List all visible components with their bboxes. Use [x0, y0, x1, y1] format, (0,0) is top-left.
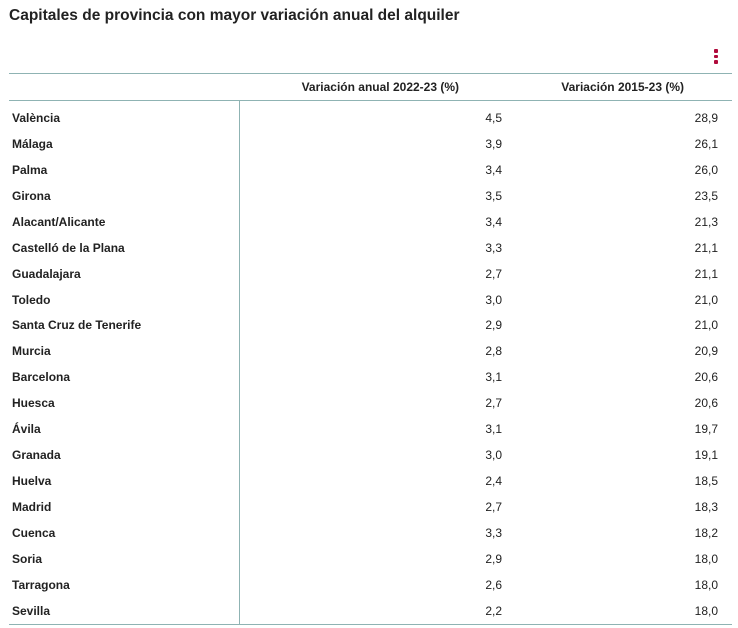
cell-variation-since-2015: 26,0 — [694, 162, 718, 177]
cell-annual-variation: 2,9 — [485, 551, 502, 566]
cell-variation-since-2015: 28,9 — [694, 110, 718, 125]
cell-city: Granada — [9, 442, 239, 468]
table-row — [9, 572, 732, 598]
cell-city: Huelva — [9, 468, 239, 494]
table-row — [9, 338, 732, 364]
cell-city: Murcia — [9, 338, 239, 364]
menu-dot — [714, 60, 718, 64]
cell-variation-since-2015: 18,0 — [505, 598, 732, 624]
cell-city: Sevilla — [9, 598, 239, 624]
cell-variation-since-2015: 19,1 — [694, 448, 718, 463]
cell-city: Castelló de la Plana — [9, 235, 239, 261]
cell-city: Girona — [9, 183, 239, 209]
cell-variation-since-2015: 23,5 — [694, 188, 718, 203]
cell-variation-since-2015: 21,1 — [694, 266, 718, 281]
cell-city: Soria — [9, 546, 239, 572]
cell-variation-since-2015: 18,2 — [694, 525, 718, 540]
data-table — [9, 73, 732, 625]
table-row — [9, 520, 732, 546]
cell-annual-variation: 4,5 — [485, 110, 502, 125]
kebab-menu-icon[interactable] — [711, 48, 721, 66]
cell-variation-since-2015: 20,6 — [694, 370, 718, 385]
cell-annual-variation: 3,0 — [485, 292, 502, 307]
cell-variation-since-2015: 18,3 — [694, 500, 718, 515]
column-header-annual: Variación anual 2022-23 (%) — [239, 74, 505, 101]
cell-city: Alacant/Alicante — [9, 209, 239, 235]
table-row — [9, 261, 732, 287]
table-row — [9, 364, 732, 390]
table-body — [9, 101, 732, 625]
cell-annual-variation: 3,4 — [485, 214, 502, 229]
cell-variation-since-2015: 19,7 — [694, 422, 718, 437]
cell-city: Cuenca — [9, 520, 239, 546]
cell-city: Guadalajara — [9, 261, 239, 287]
cell-city: Málaga — [9, 131, 239, 157]
cell-variation-since-2015: 20,6 — [694, 396, 718, 411]
cell-annual-variation: 2,7 — [485, 396, 502, 411]
cell-variation-since-2015: 26,1 — [694, 136, 718, 151]
cell-annual-variation: 2,8 — [485, 344, 502, 359]
cell-variation-since-2015: 21,0 — [694, 292, 718, 307]
cell-variation-since-2015: 18,0 — [694, 551, 718, 566]
cell-annual-variation: 2,2 — [239, 598, 505, 624]
table-row — [9, 494, 732, 520]
cell-annual-variation: 3,5 — [485, 188, 502, 203]
cell-city: Barcelona — [9, 364, 239, 390]
table-row — [9, 416, 732, 442]
table-row — [9, 183, 732, 209]
cell-annual-variation: 2,7 — [485, 266, 502, 281]
chart-title: Capitales de provincia con mayor variación anual del alquiler — [9, 7, 460, 24]
table-row — [9, 209, 732, 235]
table-row — [9, 287, 732, 313]
table-row — [9, 598, 732, 624]
column-header-city — [9, 74, 239, 101]
cell-variation-since-2015: 18,0 — [694, 577, 718, 592]
cell-city: València — [9, 101, 239, 131]
cell-variation-since-2015: 20,9 — [694, 344, 718, 359]
cell-annual-variation: 2,9 — [485, 318, 502, 333]
cell-city: Madrid — [9, 494, 239, 520]
cell-annual-variation: 2,4 — [485, 474, 502, 489]
cell-annual-variation: 2,6 — [485, 577, 502, 592]
cell-city: Toledo — [9, 287, 239, 313]
cell-variation-since-2015: 21,0 — [694, 318, 718, 333]
table-header-row — [9, 74, 732, 101]
cell-annual-variation: 3,3 — [485, 525, 502, 540]
table-row — [9, 131, 732, 157]
table-row — [9, 468, 732, 494]
cell-city: Tarragona — [9, 572, 239, 598]
cell-annual-variation: 3,1 — [485, 422, 502, 437]
cell-variation-since-2015: 21,3 — [694, 214, 718, 229]
menu-dot — [714, 49, 718, 53]
menu-dot — [714, 55, 718, 59]
cell-annual-variation: 3,9 — [485, 136, 502, 151]
cell-annual-variation: 2,7 — [485, 500, 502, 515]
table-row — [9, 546, 732, 572]
table-row — [9, 390, 732, 416]
column-header-since-2015: Variación 2015-23 (%) — [505, 74, 732, 101]
cell-city: Santa Cruz de Tenerife — [9, 313, 239, 339]
table-row — [9, 313, 732, 339]
cell-variation-since-2015: 18,5 — [694, 474, 718, 489]
cell-annual-variation: 3,4 — [485, 162, 502, 177]
cell-variation-since-2015: 21,1 — [694, 240, 718, 255]
cell-annual-variation: 3,3 — [485, 240, 502, 255]
cell-city: Palma — [9, 157, 239, 183]
table-row — [9, 442, 732, 468]
cell-city: Ávila — [9, 416, 239, 442]
cell-annual-variation: 3,0 — [485, 448, 502, 463]
table-row — [9, 101, 732, 131]
table-row — [9, 235, 732, 261]
cell-city: Huesca — [9, 390, 239, 416]
table-row — [9, 157, 732, 183]
cell-annual-variation: 3,1 — [485, 370, 502, 385]
